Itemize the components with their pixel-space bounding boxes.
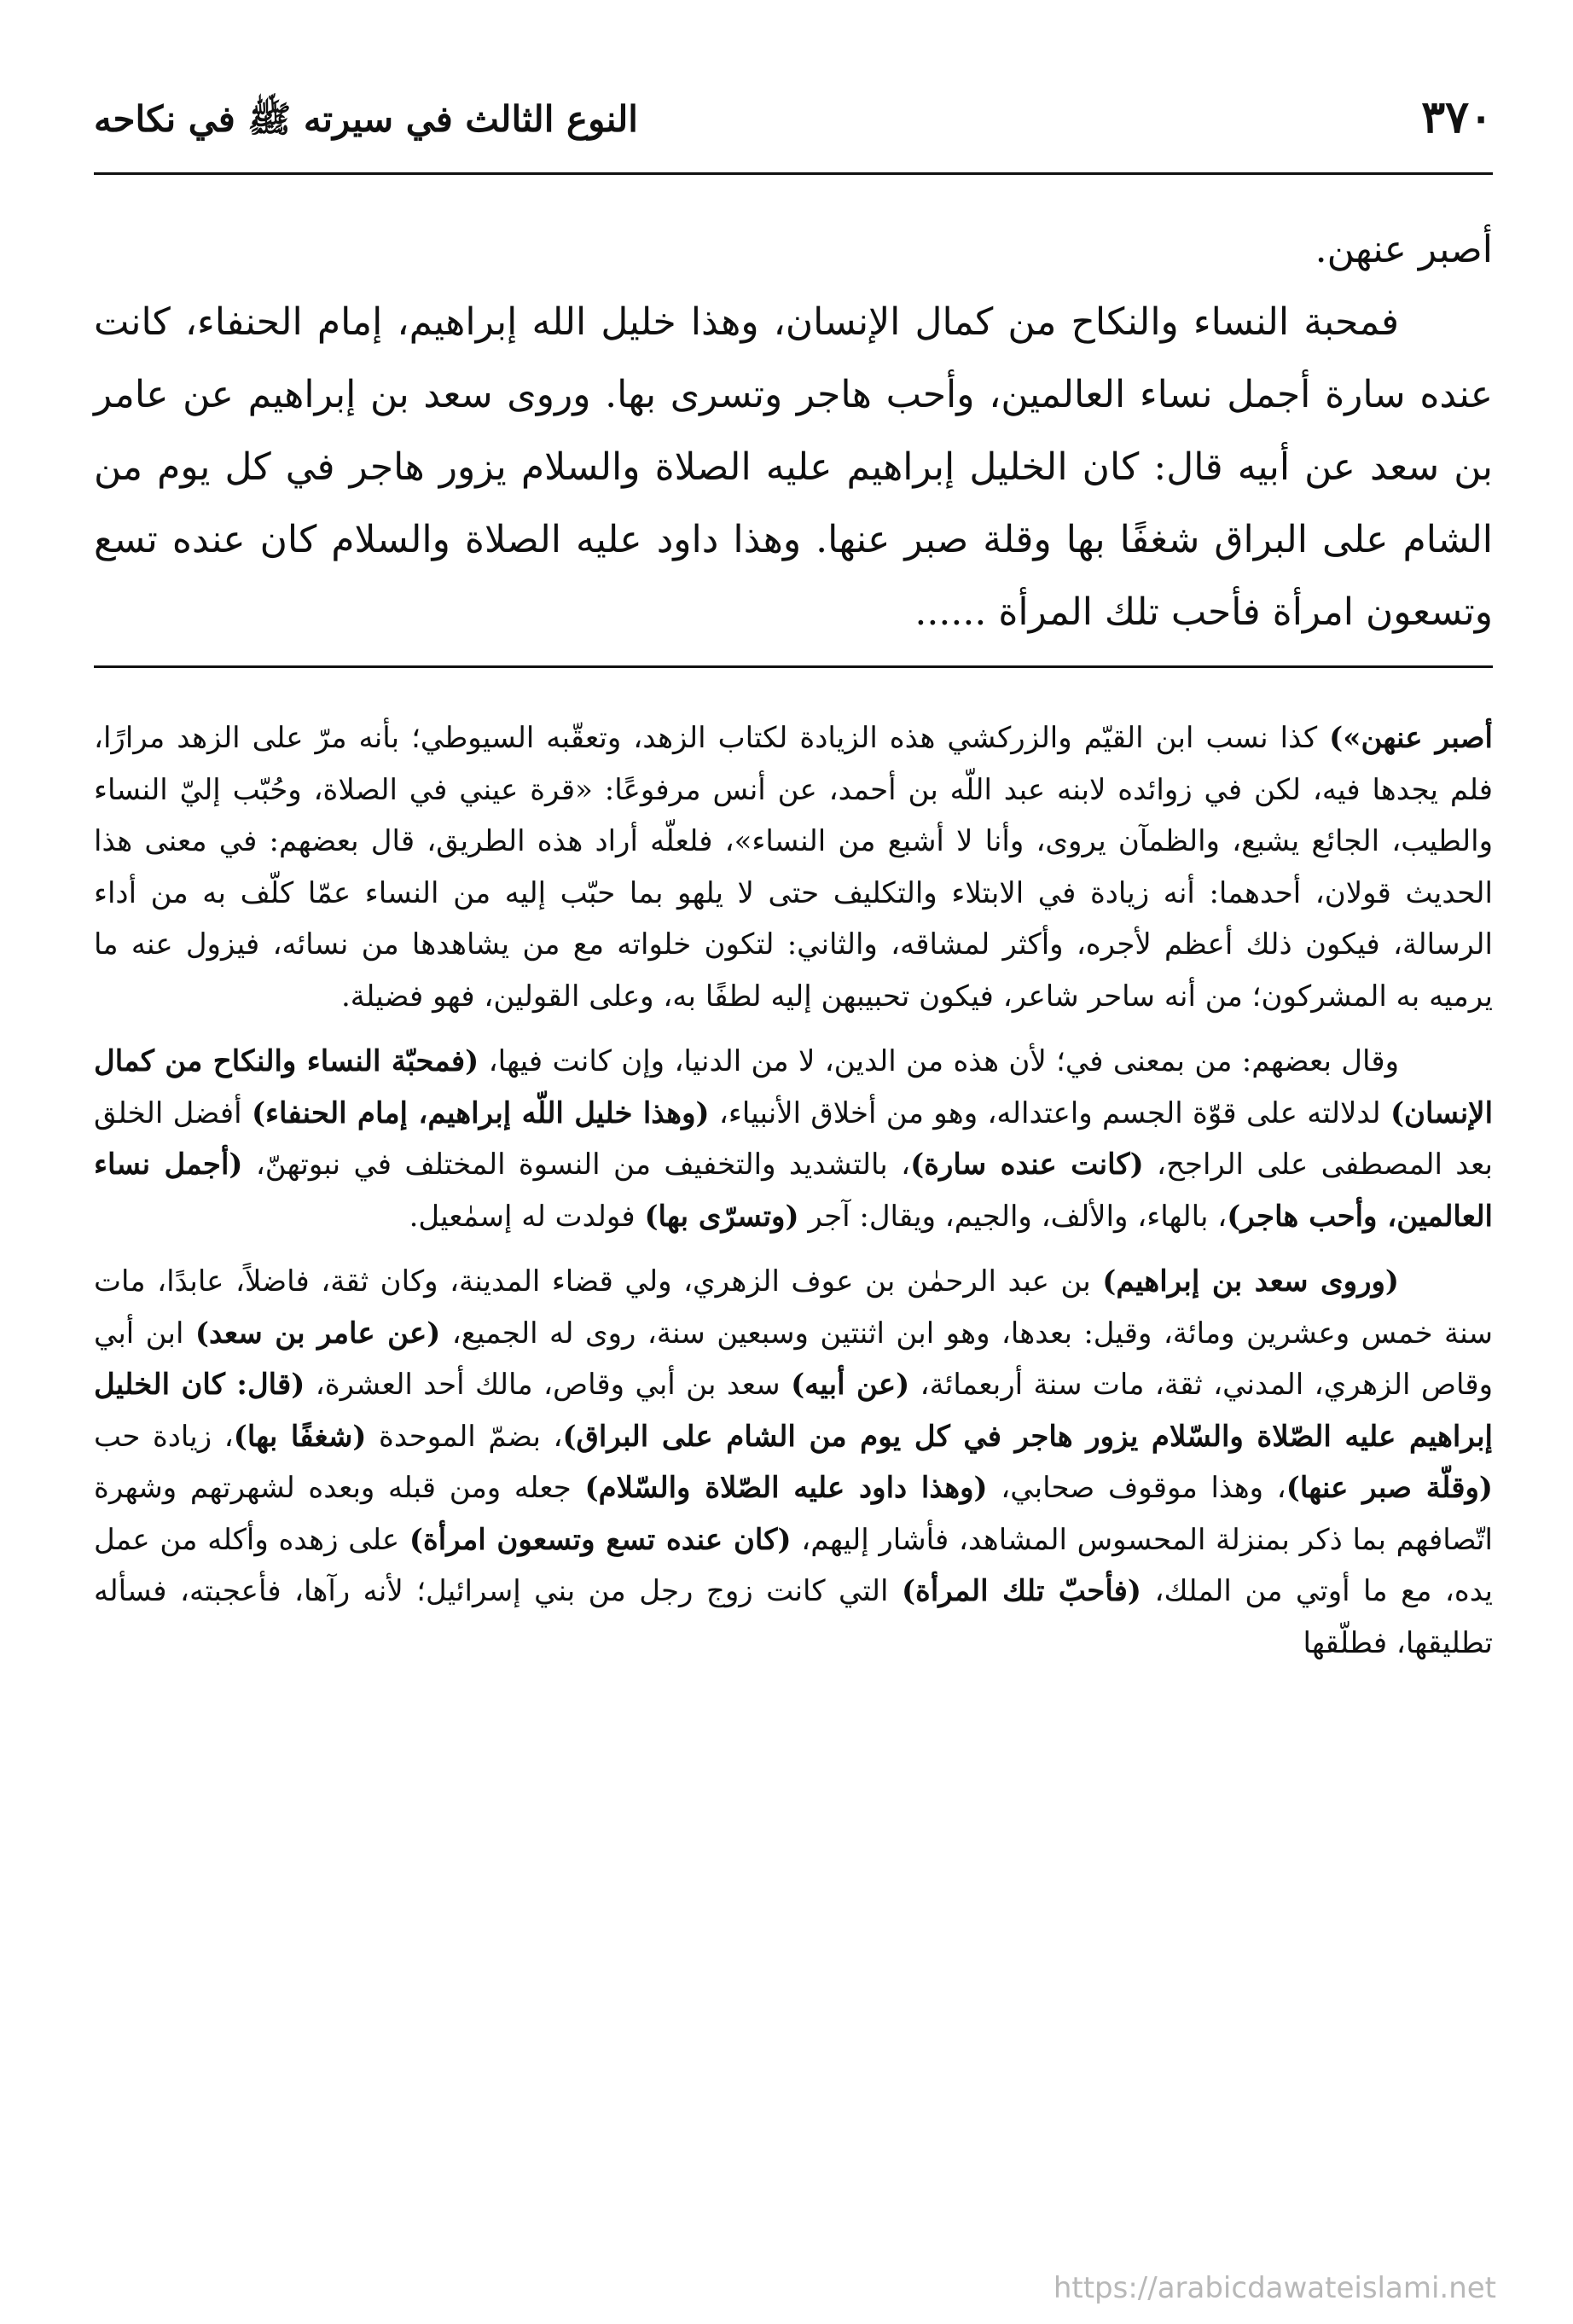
quoted-phrase: (عن أبيه) [791, 1368, 910, 1402]
commentary-text: وقال بعضهم: من بمعنى في؛ لأن هذه من الدين، لا من الدنيا، وإن كانت فيها، [479, 1044, 1399, 1078]
commentary-paragraph-2 [94, 1036, 1493, 1242]
commentary-text: على زهده وأكله من عمل يده، مع ما أوتي من الملك، [94, 1522, 1494, 1608]
main-text [94, 213, 1493, 648]
commentary-text: فولدت له إسمٰعيل. [409, 1199, 645, 1234]
commentary-text: كذا نسب ابن القيّم والزركشي هذه الزيادة لكتاب الزهد، وتعقّبه السيوطي؛ بأنه مرّ على الزهد مرارًا، فلم يجدها فيه، لكن في زوائده لابنه عبد اللّه بن أحمد، عن أنس مرفوعًا: «قرة عيني في الصلاة، وحُبّب إليّ النساء والطيب، الجائع يشبع، والظمآن يروى، وأنا لا أشبع من النساء»، فلعلّه أراد هذه الطريق، قال بعضهم: في معنى هذا الحديث قولان، أحدهما: أنه زيادة في الابتلاء والتكليف حتى لا يلهو بما حبّب إليه من النساء عمّا كلّف به من أداء الرسالة، فيكون ذلك أعظم لأجره، وأكثر لمشاقه، والثاني: لتكون خلواته مع من يشاهدها من نسائه، فيزول عنه ما يرميه به المشركون؛ من أنه ساحر شاعر، فيكون تحبيبهن إليه لطفًا به، وعلى القولين، فهو فضيلة. [94, 721, 1493, 1014]
quoted-phrase: (فمحبّة النساء والنكاح من كمال الإنسان) [94, 1044, 1494, 1130]
book-page [94, 77, 1493, 2261]
commentary [94, 712, 1493, 1682]
quoted-phrase: (وتسرّى بها) [644, 1199, 799, 1234]
commentary-text: أفضل الخلق بعد المصطفى على الراجح، [94, 1095, 1494, 1182]
commentary-text: سعد بن أبي وقاص، مالك أحد العشرة، [305, 1368, 792, 1402]
commentary-text: بن عبد الرحمٰن بن عوف الزهري، ولي قضاء المدينة، وكان ثقة، فاضلاً، عابدًا، مات سنة خمس وعشرين ومائة، وقيل: بعدها، وهو ابن اثنتين وسبعين سنة، روى له الجميع، [94, 1264, 1493, 1351]
commentary-text: ، بضمّ الموحدة [366, 1419, 563, 1454]
commentary-text: ، بالتشديد والتخفيف من النسوة المختلف في نبوتهنّ، [242, 1147, 911, 1182]
quoted-phrase: (عن عامر بن سعد) [194, 1316, 441, 1351]
commentary-text: ابن أبي وقاص الزهري، المدني، ثقة، مات سنة أربعمائة، [94, 1316, 1494, 1402]
commentary-paragraph-1 [94, 712, 1493, 1022]
commentary-divider [94, 665, 1493, 668]
commentary-text: لدلالته على قوّة الجسم واعتداله، وهو من أخلاق الأنبياء، [709, 1095, 1390, 1130]
page-number: ٣٧٠ [1421, 91, 1493, 143]
commentary-text: ، زيادة حب [94, 1419, 234, 1454]
quoted-phrase: أصبر عنهن») [1329, 721, 1493, 755]
quoted-phrase: (وقلّة صبر عنها) [1286, 1471, 1493, 1505]
source-watermark: https://arabicdawateislami.net [1053, 2271, 1496, 2305]
quoted-phrase: (كانت عنده سارة) [910, 1147, 1144, 1182]
main-line-1: أصبر عنهن. [1315, 228, 1493, 271]
running-title: النوع الثالث في سيرته ﷺ في نكاحه [94, 98, 638, 140]
quoted-phrase: (فأحبّ تلك المرأة) [901, 1574, 1142, 1608]
commentary-paragraph-3 [94, 1256, 1493, 1669]
commentary-text: التي كانت زوج رجل من بني إسرائيل؛ لأنه رآها، فأعجبته، فسأله تطليقها، فطلّقها [94, 1574, 1493, 1660]
main-paragraph: فمحبة النساء والنكاح من كمال الإنسان، وهذا خليل الله إبراهيم، إمام الحنفاء، كانت عنده سارة أجمل نساء العالمين، وأحب هاجر وتسرى بها. وروى سعد بن إبراهيم عن عامر بن سعد عن أبيه قال: كان الخليل إبراهيم عليه الصلاة والسلام يزور هاجر في كل يوم من الشام على البراق شغفًا بها وقلة صبر عنها. وهذا داود عليه الصلاة والسلام كان عنده تسع وتسعون امرأة فأحب تلك المرأة ...... [94, 300, 1493, 634]
commentary-text: ، وهذا موقوف صحابي، [987, 1471, 1286, 1505]
commentary-text: جعله ومن قبله وبعده لشهرتهم وشهرة اتّصافهم بما ذكر بمنزلة المحسوس المشاهد، فأشار إليهم، [94, 1471, 1493, 1557]
quoted-phrase: (وروى سعد بن إبراهيم) [1102, 1264, 1399, 1299]
quoted-phrase: (كان عنده تسع وتسعون امرأة) [409, 1522, 792, 1557]
quoted-phrase: (وهذا داود عليه الصّلاة والسّلام) [584, 1471, 988, 1505]
header-divider [94, 172, 1493, 175]
quoted-phrase: (شغفًا بها) [233, 1419, 367, 1454]
commentary-text: ، بالهاء، والألف، والجيم، ويقال: آجر [798, 1199, 1228, 1234]
quoted-phrase: (أجمل نساء العالمين، وأحب هاجر) [94, 1147, 1493, 1234]
quoted-phrase: (وهذا خليل اللّه إبراهيم، إمام الحنفاء) [251, 1095, 710, 1130]
page-header [94, 77, 1493, 162]
quoted-phrase: (قال: كان الخليل إبراهيم عليه الصّلاة والسّلام يزور هاجر في كل يوم من الشام على البراق) [94, 1368, 1493, 1454]
